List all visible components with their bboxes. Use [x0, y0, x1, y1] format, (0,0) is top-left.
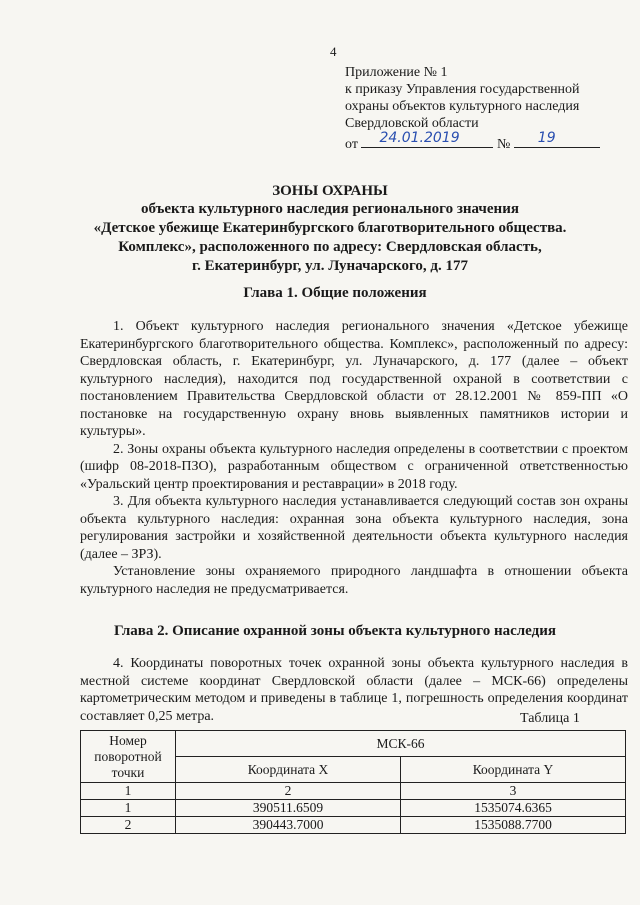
approval-line: Свердловской области	[345, 116, 479, 131]
y-cell: 1535074.6365	[401, 800, 626, 817]
column-number: 2	[176, 783, 401, 800]
chapter2-heading: Глава 2. Описание охранной зоны объекта культурного наследия	[114, 623, 556, 639]
document-title: ЗОНЫ ОХРАНЫ	[272, 183, 388, 199]
approval-line: Приложение № 1	[345, 65, 448, 80]
paragraph: 2. Зоны охраны объекта культурного наследия определены в соответствии с проектом (шифр 08-2018-ПЗО), разработанным обществом с ограниченной ответственностью «Уральский центр проектирования и реставрации» в 2018 году.	[80, 441, 628, 492]
paragraph: 3. Для объекта культурного наследия устанавливается следующий состав зон охраны объекта культурного наследия: охранная зона объекта культурного наследия, зона регулирования застройки и хозяйственной деятельности объекта культурного наследия (далее – ЗРЗ).	[80, 494, 628, 562]
table-caption: Таблица 1	[520, 711, 580, 726]
subtitle-line: объекта культурного наследия регионального значения	[141, 201, 519, 217]
header-system: МСК-66	[176, 731, 626, 757]
table-row	[81, 800, 626, 817]
header-y: Координата Y	[401, 757, 626, 783]
column-number: 3	[401, 783, 626, 800]
point-cell: 1	[81, 800, 176, 817]
approval-line: к приказу Управления государственной	[345, 82, 580, 97]
paragraph: 1. Объект культурного наследия регионального значения «Детское убежище Екатеринбургского благотворительного общества. Комплекс», расположенный по адресу: Свердловская область, г. Екатеринбург, ул. Луначарского, д. 177 (далее – объект культурного наследия), находится под государственной охраной в соответствии с постановлением Правительства Свердловской области от 28.12.2001 № 859-ПП «О постановке на государственную охрану вновь выявленных памятников истории и культуры».	[80, 319, 628, 439]
header-x: Координата X	[176, 757, 401, 783]
x-cell: 390443.7000	[176, 817, 401, 834]
handwritten-date: 24.01.2019	[379, 130, 460, 146]
approval-date-line	[345, 132, 600, 153]
subtitle-line: Комплекс», расположенного по адресу: Свердловская область,	[118, 239, 542, 255]
handwritten-number: 19	[537, 130, 556, 146]
date-field	[361, 132, 493, 148]
number-label: №	[496, 137, 511, 152]
approval-block	[345, 64, 600, 153]
table-row	[81, 817, 626, 834]
header-point: Номер поворотной точки	[81, 731, 176, 783]
column-number: 1	[81, 783, 176, 800]
subtitle-line: г. Екатеринбург, ул. Луначарского, д. 177	[191, 258, 468, 274]
from-label: от	[345, 137, 358, 152]
paragraph: Установление зоны охраняемого природного ландшафта в отношении объекта культурного наследия не предусматривается.	[80, 564, 628, 597]
chapter1-heading: Глава 1. Общие положения	[243, 285, 427, 301]
approval-line: охраны объектов культурного наследия	[345, 99, 580, 114]
y-cell: 1535088.7700	[401, 817, 626, 834]
x-cell: 390511.6509	[176, 800, 401, 817]
coordinates-table	[80, 730, 626, 834]
chapter1-body	[80, 318, 628, 598]
paragraph: 4. Координаты поворотных точек охранной зоны объекта культурного наследия в местной системе координат Свердловской области (далее – МСК-66) определены картометрическим методом и приведены в таблице 1, погрешность определения координат составляет 0,25 метра.	[80, 656, 628, 724]
document-subtitle	[60, 200, 600, 276]
subtitle-line: «Детское убежище Екатеринбургского благотворительного общества.	[93, 220, 567, 236]
number-field	[514, 132, 600, 148]
page-number: 4	[330, 44, 337, 59]
point-cell: 2	[81, 817, 176, 834]
